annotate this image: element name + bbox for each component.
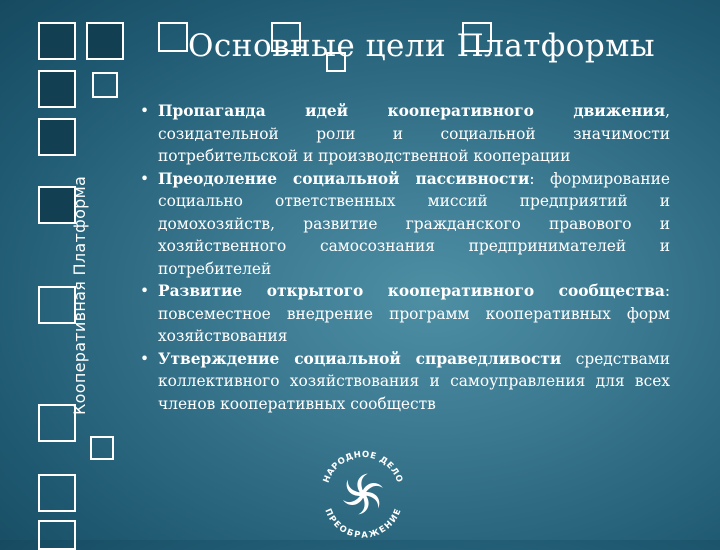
decor-square (38, 520, 76, 550)
decor-square (158, 22, 188, 52)
svg-text:НАРОДНОЕ ДЕЛО (322, 450, 405, 485)
goal-heading: Развитие открытого кооперативного сообщества (158, 282, 665, 300)
logo-top-text: НАРОДНОЕ ДЕЛО (321, 449, 405, 485)
goal-description: : повсеместное внедрение программ кооперативных форм хозяйствования (158, 282, 670, 345)
vertical-platform-label: Кооперативная Платформа (70, 175, 89, 415)
goal-item (140, 280, 670, 348)
logo-bottom-text: ПРЕОБРАЖЕНИЕ (322, 507, 404, 538)
goal-description: , созидательной роли и социальной значимости потребительской и производственной кооперации (158, 102, 670, 165)
decor-square (86, 22, 124, 60)
goal-item (140, 168, 670, 281)
bullet-icon: • (140, 169, 150, 188)
goal-description: : формирование социально ответственных миссий предприятий и домохозяйств, развитие гражданского правового и хозяйственного самосознания предпринимателей и потребителей (158, 169, 670, 278)
goal-heading: Пропаганда идей кооперативного движения (158, 102, 666, 120)
narodnoe-delo-logo (318, 448, 408, 538)
bullet-icon: • (140, 349, 150, 368)
bullet-icon: • (140, 282, 150, 300)
decor-square (38, 118, 76, 156)
goal-heading: Преодоление социальной пассивности (158, 169, 530, 188)
decor-square (38, 474, 76, 512)
goal-item (140, 348, 670, 416)
decor-square (92, 72, 118, 98)
bullet-icon: • (140, 102, 150, 120)
decor-square (38, 70, 76, 108)
goals-list (140, 100, 670, 415)
slide-title: Основные цели Платформы (188, 28, 655, 64)
goal-item (140, 100, 670, 168)
decor-square (38, 22, 76, 60)
goal-description: средствами коллективного хозяйствования и самоуправления для всех членов кооперативных сообществ (158, 349, 670, 413)
decor-square (90, 436, 114, 460)
swirl-icon (343, 471, 383, 517)
goal-heading: Утверждение социальной справедливости (158, 349, 562, 368)
